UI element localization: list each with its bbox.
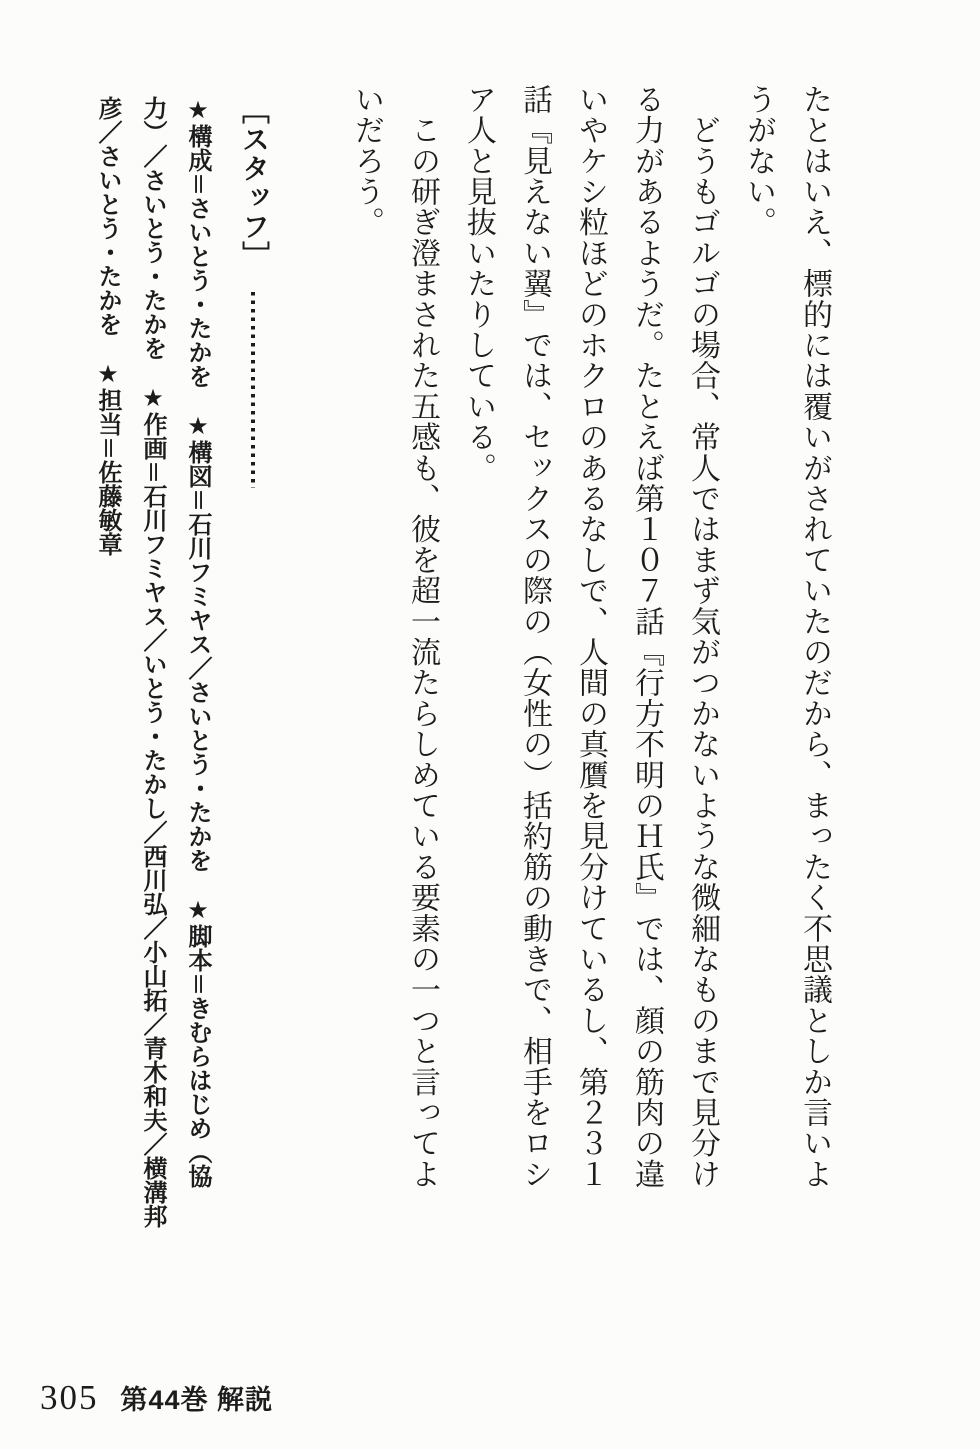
page-footer [40,1378,273,1418]
text-column: うがない。 [742,84,775,238]
staff-credit-column: 力）／さいとう・たかを ★作画＝石川フミヤス／いとう・たかし／西川弘／小山拓／青木和夫／横溝邦 [139,96,166,1228]
text-column: いやケシ粒ほどのホクロのあるなしで、人間の真贋を見分けているし、第２３１ [574,84,607,1190]
text-column: 話『見えない翼』では、セックスの際の（女性の）括約筋の動きで、相手をロシ [518,84,551,1190]
staff-section-header: ［スタッフ］ [239,96,270,270]
staff-credits-block [85,96,220,1396]
page-number: 305 [40,1378,99,1417]
text-column: たとはいえ、標的には覆いがされていたのだから、まったく不思議としか言いよ [798,84,831,1190]
text-column: ア人と見抜いたりしている。 [462,84,495,484]
text-column: る力があるようだ。たとえば第１０７話『行方不明のＨ氏』では、顔の筋肉の違 [630,84,663,1190]
commentary-text-block [338,84,842,1199]
text-column: いだろう。 [350,84,383,238]
staff-credit-column: 彦／さいとう・たかを ★担当＝佐藤敏章 [94,96,121,556]
staff-credit-column: ★構成＝さいとう・たかを ★構図＝石川フミヤス／さいとう・たかを ★脚本＝きむらはじめ（協 [184,96,211,1188]
text-column: この研ぎ澄まされた五感も、彼を超一流たらしめている要素の一つと言ってよ [406,84,439,1190]
volume-caption: 第44巻 解説 [120,1385,274,1415]
dotted-leader [251,292,255,488]
text-column: どうもゴルゴの場合、常人ではまず気がつかないような微細なものまで見分け [686,84,719,1190]
